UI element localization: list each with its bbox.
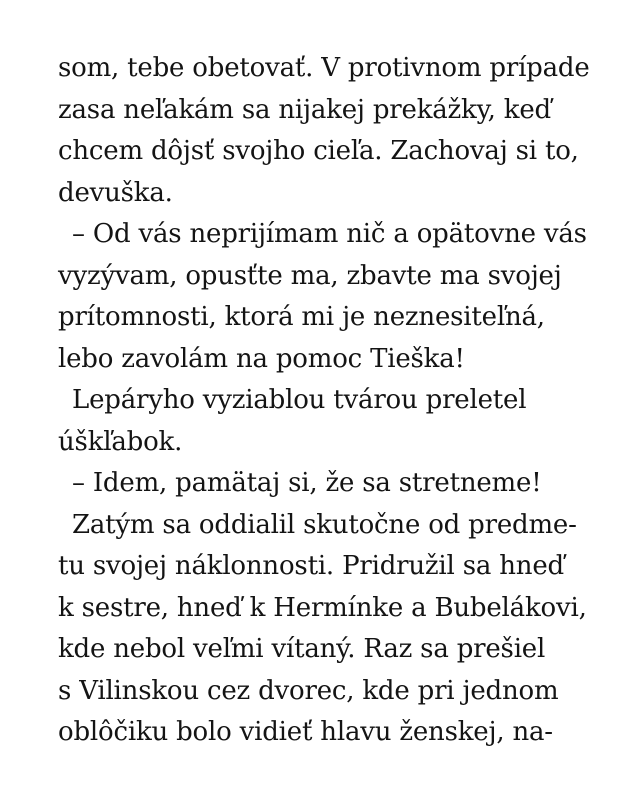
- text-line: zasa neľakám sa nijakej prekážky, keď: [58, 94, 551, 125]
- text-line: kde nebol veľmi vítaný. Raz sa prešiel: [58, 634, 546, 664]
- text-line: tu svojej náklonnosti. Pridružil sa hneď: [58, 551, 564, 581]
- text-line: lebo zavolám na pomoc Tieška!: [58, 343, 465, 374]
- text-line: prítomnosti, ktorá mi je neznesiteľná,: [58, 302, 545, 332]
- text-line: som, tebe obetovať. V protivnom prípade: [58, 53, 590, 83]
- text-line: – Od vás neprijímam nič a opätovne vás: [72, 219, 587, 249]
- text-line: s Vilinskou cez dvorec, kde pri jednom: [58, 675, 559, 706]
- text-line: chcem dôjsť svojho cieľa. Zachovaj si to,: [58, 136, 579, 166]
- text-line: – Idem, pamätaj si, že sa stretneme!: [72, 468, 542, 498]
- text-line: k sestre, hneď k Hermínke a Bubelákovi,: [58, 592, 587, 623]
- text-line: Zatým sa oddialil skutočne od predme-: [72, 509, 577, 540]
- text-line: úškľabok.: [58, 426, 183, 457]
- text-line: Lepáryho vyziablou tvárou preletel: [72, 385, 527, 415]
- text-line: vyzývam, opusťte ma, zbavte ma svojej: [58, 260, 562, 291]
- book-page-text: [58, 48, 618, 754]
- text-line: oblôčiku bolo vidieť hlavu ženskej, na-: [58, 717, 553, 747]
- text-line: devuška.: [58, 177, 173, 208]
